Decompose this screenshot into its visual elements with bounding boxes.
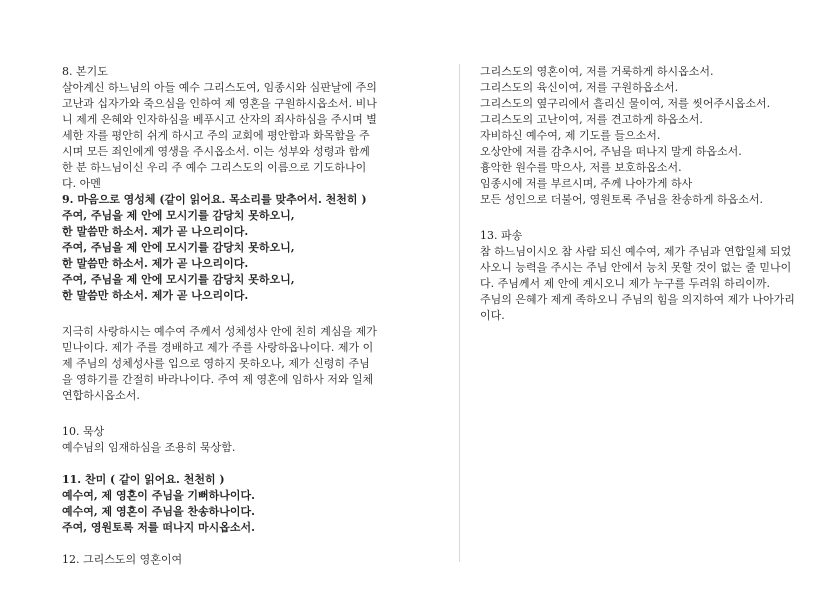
anima-christi-line: 흉악한 원수를 막으사, 저를 보호하옵소서. (480, 161, 682, 174)
anima-christi-line: 임종시에 저를 부르시며, 주께 나아가게 하사 (480, 177, 693, 190)
sending-line: 주님의 은혜가 제게 족하오니 주님의 힘을 의지하여 제가 나아가리 (480, 293, 795, 306)
communion-paragraph-line: 제 주님의 성체성사를 입으로 영하지 못하오나, 제가 신령히 주님 (62, 357, 370, 370)
right-column (480, 64, 795, 324)
communion-paragraph-line: 지극히 사랑하시는 예수여 주께서 성체성사 안에 친히 계심을 제가 (62, 325, 377, 338)
anima-christi-line: 그리스도의 육신이여, 저를 구원하옵소서. (480, 81, 679, 94)
communion-paragraph-line: 연합하시옵소서. (62, 389, 140, 402)
praise-line: 예수여, 제 영혼이 주님을 찬송하나이다. (62, 505, 255, 518)
sending-line: 사오니 능력을 주시는 주님 안에서 능치 못할 것이 없는 줄 믿나이 (480, 261, 792, 274)
prayer-line: 살아계신 하느님의 아들 예수 그리스도여, 임종시와 심판날에 주의 (62, 81, 377, 94)
communion-line: 주여, 주님을 제 안에 모시기를 감당치 못하오니, (62, 209, 295, 222)
prayer-line: 니 제게 은혜와 인자하심을 베푸시고 산자의 죄사하심을 주시며 별 (62, 113, 377, 126)
sending-line: 다. 주님께서 제 안에 계시오니 제가 누구를 두려워 하리이까. (480, 277, 770, 290)
prayer-line: 시며 모든 죄인에게 영생을 주시옵소서. 이는 성부와 성령과 함께 (62, 145, 370, 158)
communion-paragraph-line: 을 영하기를 간절히 바라나이다. 주여 제 영혼에 임하사 저와 일체 (62, 373, 374, 386)
anima-christi-line: 오상안에 저를 감추시어, 주님을 떠나지 말게 하옵소서. (480, 145, 742, 158)
communion-line: 주여, 주님을 제 안에 모시기를 감당치 못하오니, (62, 273, 295, 286)
section-13-heading: 13. 파송 (480, 229, 523, 242)
prayer-line: 고난과 십자가와 죽으심을 인하여 제 영혼을 구원하시옵소서. 비나 (62, 97, 377, 110)
sending-line: 이다. (480, 309, 505, 322)
sending-line: 참 하느님이시오 참 사람 되신 예수여, 제가 주님과 연합일체 되었 (480, 245, 792, 258)
anima-christi-line: 그리스도의 영혼이여, 저를 거룩하게 하시옵소서. (480, 65, 714, 78)
section-10-heading: 10. 묵상 (62, 425, 105, 438)
section-12-heading: 12. 그리스도의 영혼이여 (62, 553, 183, 566)
section-9-heading: 9. 마음으로 영성체 (같이 읽어요. 목소리를 맞추어서. 천천히 ) (62, 193, 367, 206)
communion-line: 한 말씀만 하소서. 제가 곧 나으리이다. (62, 257, 249, 270)
anima-christi-line: 모든 성인으로 더불어, 영원토록 주님을 찬송하게 하옵소서. (480, 193, 763, 206)
meditation-line: 예수님의 임재하심을 조용히 묵상함. (62, 441, 236, 454)
left-column (62, 64, 440, 568)
anima-christi-line: 그리스도의 고난이여, 저를 견고하게 하옵소서. (480, 113, 703, 126)
praise-line: 예수여, 제 영혼이 주님을 기뻐하나이다. (62, 489, 255, 502)
communion-line: 한 말씀만 하소서. 제가 곧 나으리이다. (62, 225, 249, 238)
prayer-line: 한 분 하느님이신 우리 주 예수 그리스도의 이름으로 기도하나이 (62, 161, 367, 174)
communion-line: 한 말씀만 하소서. 제가 곧 나으리이다. (62, 289, 249, 302)
section-8-heading: 8. 본기도 (62, 65, 108, 78)
anima-christi-line: 자비하신 예수여, 제 기도를 들으소서. (480, 129, 661, 142)
column-divider (459, 64, 460, 562)
section-11-heading: 11. 찬미 ( 같이 읽어요. 천천히 ) (62, 473, 225, 486)
communion-paragraph-line: 믿나이다. 제가 주를 경배하고 제가 주를 사랑하옵나이다. 제가 이 (62, 341, 374, 354)
communion-line: 주여, 주님을 제 안에 모시기를 감당치 못하오니, (62, 241, 295, 254)
praise-line: 주여, 영원토록 저를 떠나지 마시옵소서. (62, 521, 255, 534)
prayer-line: 다. 아멘 (62, 177, 101, 190)
prayer-line: 세한 자를 평안히 쉬게 하시고 주의 교회에 평안함과 화목함을 주 (62, 129, 370, 142)
anima-christi-line: 그리스도의 옆구리에서 흘리신 물이여, 저를 씻어주시옵소서. (480, 97, 771, 110)
